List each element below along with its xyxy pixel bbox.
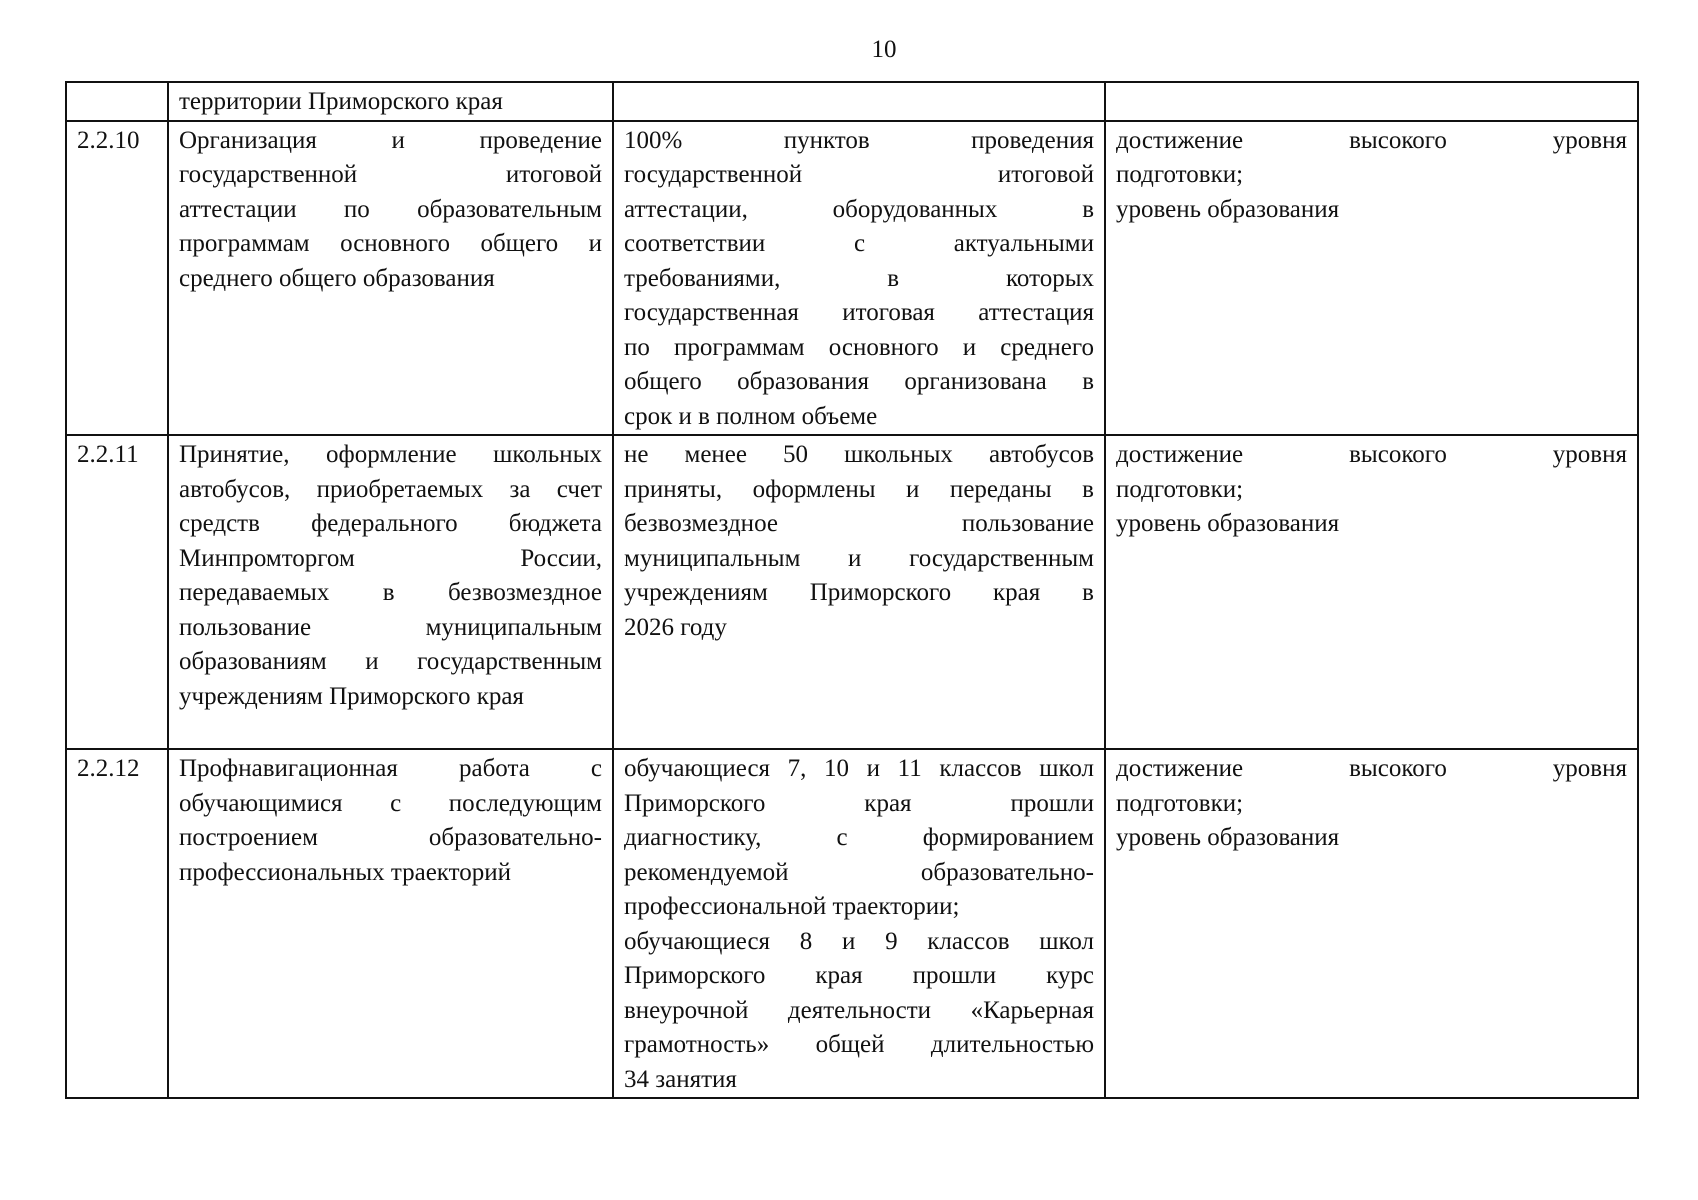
cell-line: построением образовательно-	[179, 824, 602, 851]
cell-line: Профнавигационная работа с	[179, 755, 602, 782]
row-number	[66, 82, 168, 121]
measures-table	[65, 81, 1639, 1099]
cell-line: обучающиеся 8 и 9 классов школ	[624, 927, 1094, 955]
cell-line: подготовки;	[1116, 161, 1244, 188]
cell-indicator	[1105, 435, 1638, 749]
cell-activity	[168, 121, 613, 436]
cell-line: Приморского края прошли	[624, 789, 1094, 817]
cell-line: государственной итоговой	[624, 161, 1094, 188]
cell-line: достижение высокого уровня	[1116, 126, 1627, 154]
cell-activity	[168, 82, 613, 121]
cell-line: уровень образования	[1116, 195, 1340, 223]
table-row	[66, 82, 1638, 121]
cell-line: государственной итоговой	[179, 161, 602, 188]
cell-line: безвозмездное пользование	[624, 510, 1094, 537]
cell-line: среднего общего образования	[179, 264, 495, 292]
cell-line: 2026 году	[624, 613, 727, 641]
cell-line: учреждениям Приморского края в	[624, 579, 1094, 606]
cell-line: уровень образования	[1116, 510, 1340, 537]
cell-line: профессиональных траекторий	[179, 858, 511, 886]
cell-line: общего образования организована в	[624, 368, 1094, 395]
cell-line: автобусов, приобретаемых за счет	[179, 475, 602, 503]
cell-line: требованиями, в которых	[624, 264, 1094, 292]
cell-line: учреждениям Приморского края	[179, 682, 524, 710]
cell-line: достижение высокого уровня	[1116, 755, 1627, 782]
cell-line: муниципальным и государственным	[624, 544, 1094, 572]
cell-line: профессиональной траектории;	[624, 893, 960, 920]
cell-line: территории Приморского края	[179, 88, 503, 115]
cell-line: подготовки;	[1116, 789, 1244, 817]
cell-activity	[168, 749, 613, 1098]
row-number: 2.2.10	[66, 121, 168, 436]
cell-line: внеурочной деятельности «Карьерная	[624, 996, 1094, 1024]
cell-indicator	[1105, 82, 1638, 121]
cell-line: рекомендуемой образовательно-	[624, 858, 1094, 886]
row-number: 2.2.12	[66, 749, 168, 1098]
cell-line: пользование муниципальным	[179, 613, 602, 641]
table-row	[66, 435, 1638, 749]
cell-line: средств федерального бюджета	[179, 510, 602, 537]
cell-line: государственная итоговая аттестация	[624, 299, 1094, 326]
cell-line: Минпромторгом России,	[179, 544, 602, 572]
cell-line: обучающиеся 7, 10 и 11 классов школ	[624, 755, 1094, 782]
page-number: 10	[871, 36, 897, 63]
cell-line: соответствии с актуальными	[624, 230, 1094, 257]
row-number: 2.2.11	[66, 435, 168, 749]
cell-result	[613, 749, 1105, 1098]
cell-line: Принятие, оформление школьных	[179, 441, 602, 468]
cell-result	[613, 121, 1105, 436]
cell-line: грамотность» общей длительностью	[624, 1031, 1094, 1058]
table-row	[66, 749, 1638, 1098]
cell-result	[613, 82, 1105, 121]
table-row	[66, 121, 1638, 436]
cell-line: образованиям и государственным	[179, 648, 602, 675]
cell-line: срок и в полном объеме	[624, 402, 878, 430]
cell-line: программам основного общего и	[179, 230, 602, 257]
cell-line: аттестации по образовательным	[179, 195, 602, 223]
cell-line: 34 занятия	[624, 1065, 737, 1093]
cell-line: не менее 50 школьных автобусов	[624, 441, 1094, 468]
cell-line: Организация и проведение	[179, 126, 602, 154]
cell-indicator	[1105, 749, 1638, 1098]
cell-line: по программам основного и среднего	[624, 333, 1094, 361]
cell-line: уровень образования	[1116, 824, 1340, 851]
cell-activity	[168, 435, 613, 749]
cell-indicator	[1105, 121, 1638, 436]
cell-line: обучающимися с последующим	[179, 789, 602, 817]
cell-line: Приморского края прошли курс	[624, 962, 1094, 989]
cell-result	[613, 435, 1105, 749]
cell-line: подготовки;	[1116, 475, 1244, 503]
cell-line: достижение высокого уровня	[1116, 441, 1627, 468]
cell-line: передаваемых в безвозмездное	[179, 579, 602, 606]
cell-line: диагностику, с формированием	[624, 824, 1094, 851]
cell-line: приняты, оформлены и переданы в	[624, 475, 1094, 503]
cell-line: 100% пунктов проведения	[624, 126, 1094, 154]
cell-line: аттестации, оборудованных в	[624, 195, 1094, 223]
